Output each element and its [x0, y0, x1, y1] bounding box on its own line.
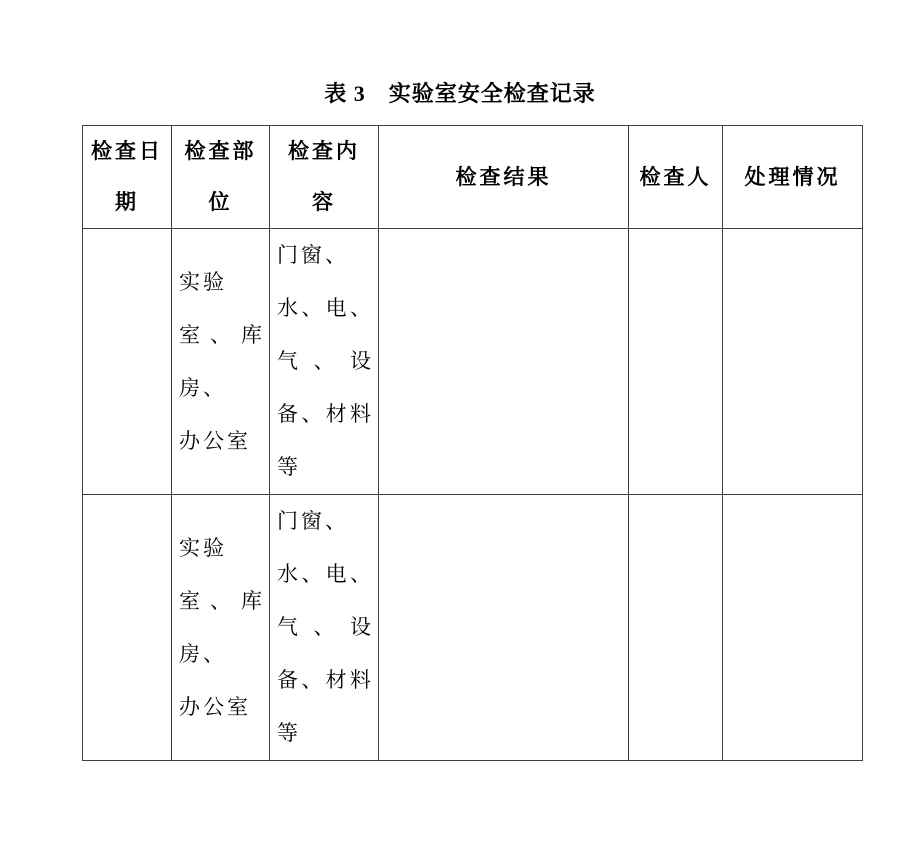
- text-line: 备 、 材 料: [277, 402, 371, 426]
- table-header-row: [83, 126, 863, 229]
- text-line: 处理情况: [744, 164, 841, 189]
- header-inspection-date: [83, 126, 172, 229]
- text-line: 办公室: [179, 428, 251, 453]
- header-inspection-site: [172, 126, 270, 229]
- cell-inspector-r2: [629, 495, 723, 761]
- text-line: 房、: [179, 375, 227, 400]
- table-row: [83, 495, 863, 761]
- cell-inspection-content-r2: [270, 495, 379, 761]
- text-line: 等: [277, 721, 301, 745]
- text-line: 室 、 库: [179, 588, 262, 613]
- table-row: [83, 229, 863, 495]
- text-line: 检查部: [184, 139, 257, 163]
- text-line: 实验: [179, 535, 227, 560]
- cell-inspection-result-r1: [379, 229, 629, 495]
- text-line: 检查结果: [455, 164, 552, 189]
- header-inspection-result: [379, 126, 629, 229]
- cell-inspector-r1: [629, 229, 723, 495]
- text-line: 等: [277, 455, 301, 479]
- header-inspection-content: [270, 126, 379, 229]
- text-line: 检查人: [639, 164, 712, 189]
- text-line: 门窗、: [277, 243, 349, 267]
- cell-inspection-date-r1: [83, 229, 172, 495]
- text-line: 水 、 电 、: [277, 296, 371, 320]
- cell-handling-r2: [723, 495, 863, 761]
- inspection-record-table: [82, 125, 863, 761]
- text-line: 门窗、: [277, 509, 349, 533]
- text-line: 容: [312, 190, 336, 214]
- text-line: 备 、 材 料: [277, 668, 371, 692]
- text-line: 气 、 设: [277, 615, 371, 639]
- text-line: 房、: [179, 641, 227, 666]
- text-line: 室 、 库: [179, 322, 262, 347]
- text-line: 位: [208, 190, 233, 214]
- cell-inspection-content-r1: [270, 229, 379, 495]
- cell-inspection-site-r2: [172, 495, 270, 761]
- header-inspector: [629, 126, 723, 229]
- cell-inspection-date-r2: [83, 495, 172, 761]
- text-line: 实验: [179, 269, 227, 294]
- header-handling: [723, 126, 863, 229]
- cell-handling-r1: [723, 229, 863, 495]
- cell-inspection-result-r2: [379, 495, 629, 761]
- text-line: 检查日: [91, 139, 163, 163]
- text-line: 水 、 电 、: [277, 562, 371, 586]
- text-line: 办公室: [179, 694, 251, 719]
- text-line: 检查内: [288, 139, 360, 163]
- cell-inspection-site-r1: [172, 229, 270, 495]
- text-line: 期: [115, 190, 139, 214]
- text-line: 气 、 设: [277, 349, 371, 373]
- table-title: 表 3 实验室安全检查记录: [324, 81, 596, 106]
